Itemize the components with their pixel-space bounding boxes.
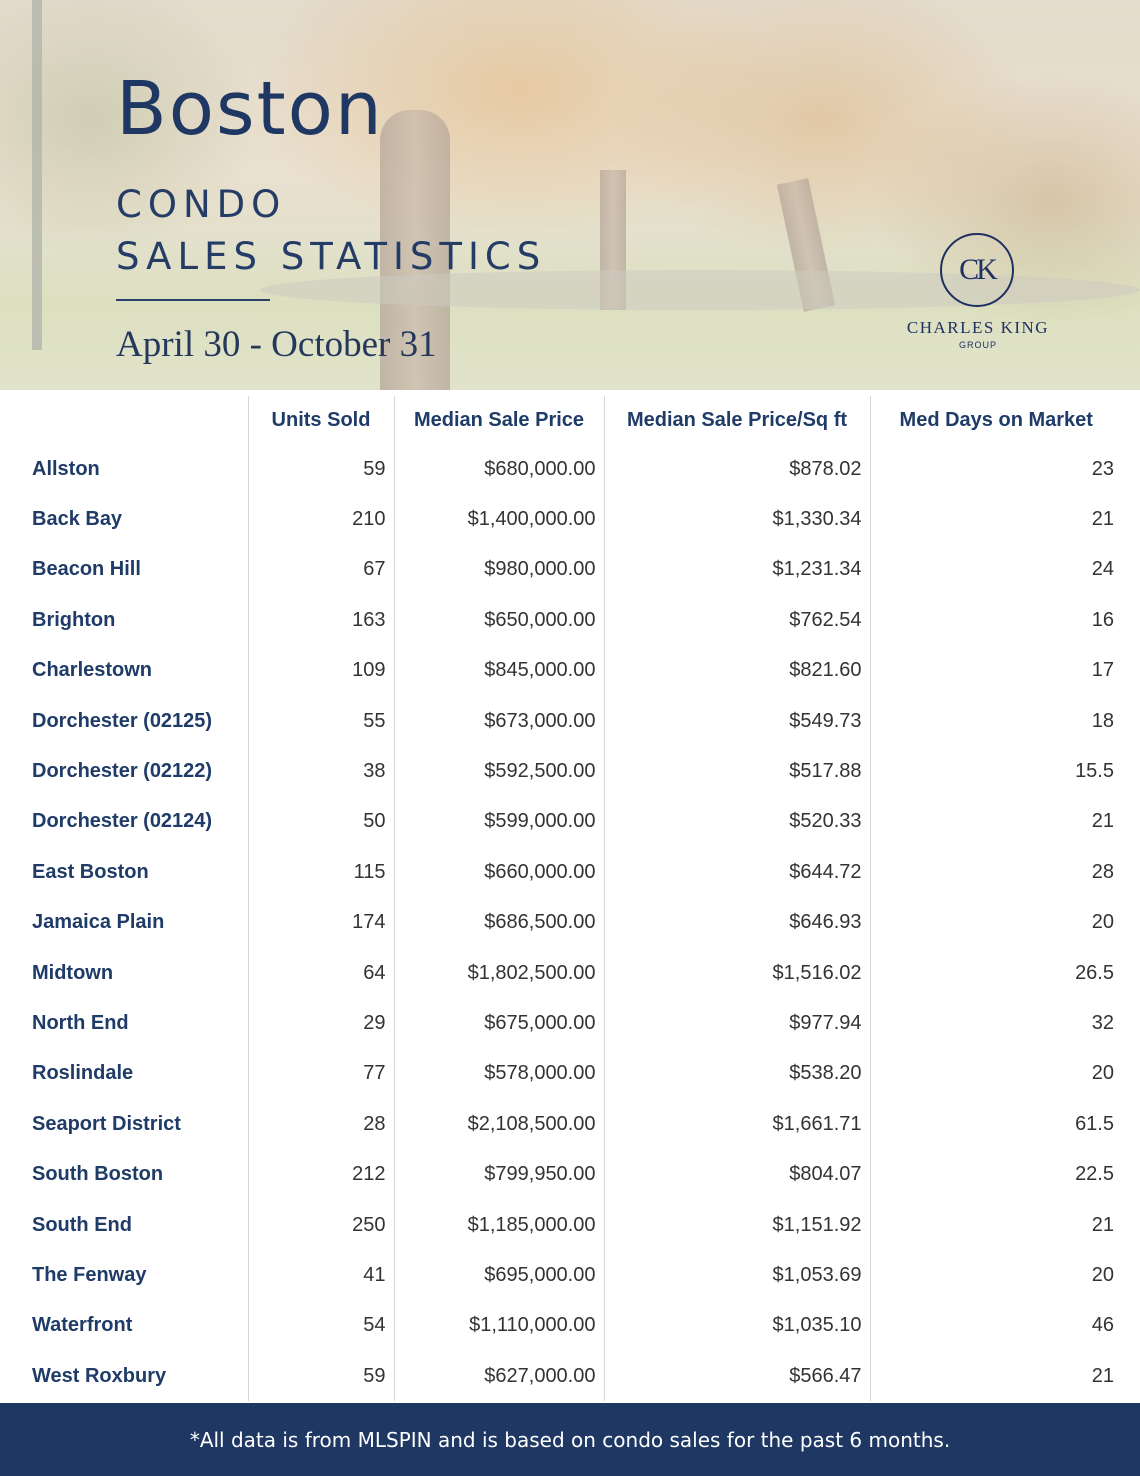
days-on-market-cell: 20 [1091, 911, 1114, 934]
median-price-cell: $627,000.00 [394, 1351, 604, 1401]
units-sold-cell: 250 [248, 1200, 394, 1250]
neighborhood-cell: Charlestown [18, 646, 248, 696]
table-row [18, 898, 1122, 948]
days-on-market-cell: 18 [1091, 709, 1114, 732]
table-row [18, 1351, 1122, 1401]
days-on-market-cell: 22.5 [1075, 1163, 1114, 1186]
days-on-market-cell: 21 [1091, 1364, 1114, 1387]
units-sold-cell: 109 [248, 646, 394, 696]
price-per-sqft-cell: $520.33 [604, 797, 870, 847]
units-sold-cell: 41 [248, 1250, 394, 1300]
days-on-market-cell: 21 [1091, 508, 1114, 531]
units-sold-cell: 77 [248, 1049, 394, 1099]
units-sold-cell: 64 [248, 948, 394, 998]
days-on-market-cell: 15.5 [1075, 760, 1114, 783]
neighborhood-cell: South Boston [18, 1149, 248, 1199]
subtitle-line-1: CONDO [116, 183, 287, 226]
median-price-cell: $1,400,000.00 [394, 494, 604, 544]
data-source-note: *All data is from MLSPIN and is based on condo sales for the past 6 months. [189, 1427, 951, 1452]
units-sold-cell: 55 [248, 696, 394, 746]
logo-name: CHARLES KING [906, 318, 1050, 337]
title-divider [116, 299, 270, 301]
price-per-sqft-cell: $1,151.92 [604, 1200, 870, 1250]
units-sold-cell: 54 [248, 1301, 394, 1351]
median-price-cell: $1,185,000.00 [394, 1200, 604, 1250]
days-on-market-cell: 20 [1091, 1263, 1114, 1286]
median-price-cell: $1,110,000.00 [394, 1301, 604, 1351]
table-row [18, 998, 1122, 1048]
units-sold-cell: 29 [248, 998, 394, 1048]
median-price-cell: $650,000.00 [394, 595, 604, 645]
price-per-sqft-cell: $538.20 [604, 1049, 870, 1099]
neighborhood-cell: Dorchester (02125) [18, 696, 248, 746]
median-price-cell: $1,802,500.00 [394, 948, 604, 998]
days-on-market-cell: 17 [1091, 659, 1114, 682]
neighborhood-cell: South End [18, 1200, 248, 1250]
neighborhood-cell: Jamaica Plain [18, 898, 248, 948]
median-price-cell: $599,000.00 [394, 797, 604, 847]
hero-banner [0, 0, 1140, 390]
column-header-median-sale-price: Median Sale Price [394, 396, 604, 444]
price-per-sqft-cell: $804.07 [604, 1149, 870, 1199]
days-on-market-cell: 21 [1091, 1213, 1114, 1236]
days-on-market-cell: 28 [1091, 860, 1114, 883]
neighborhood-cell: The Fenway [18, 1250, 248, 1300]
table-row [18, 444, 1122, 494]
days-on-market-cell: 46 [1091, 1314, 1114, 1337]
table-row [18, 1049, 1122, 1099]
days-on-market-cell: 20 [1091, 1062, 1114, 1085]
days-on-market-cell: 26.5 [1075, 961, 1114, 984]
footer-bar [0, 1403, 1140, 1476]
price-per-sqft-cell: $1,231.34 [604, 545, 870, 595]
units-sold-cell: 174 [248, 898, 394, 948]
price-per-sqft-cell: $549.73 [604, 696, 870, 746]
median-price-cell: $695,000.00 [394, 1250, 604, 1300]
days-on-market-cell: 61.5 [1075, 1112, 1114, 1135]
date-range: April 30 - October 31 [116, 324, 437, 365]
column-header-median-price-sqft: Median Sale Price/Sq ft [604, 396, 870, 444]
neighborhood-cell: East Boston [18, 847, 248, 897]
median-price-cell: $845,000.00 [394, 646, 604, 696]
column-header-neighborhood [18, 396, 248, 444]
price-per-sqft-cell: $517.88 [604, 746, 870, 796]
price-per-sqft-cell: $1,053.69 [604, 1250, 870, 1300]
table-row [18, 595, 1122, 645]
neighborhood-cell: Allston [18, 444, 248, 494]
table-row [18, 1250, 1122, 1300]
table-row [18, 797, 1122, 847]
units-sold-cell: 38 [248, 746, 394, 796]
units-sold-cell: 50 [248, 797, 394, 847]
price-per-sqft-cell: $1,661.71 [604, 1099, 870, 1149]
median-price-cell: $2,108,500.00 [394, 1099, 604, 1149]
column-header-median-days: Med Days on Market [899, 408, 1093, 431]
median-price-cell: $578,000.00 [394, 1049, 604, 1099]
neighborhood-cell: North End [18, 998, 248, 1048]
table-row [18, 494, 1122, 544]
table-row [18, 545, 1122, 595]
price-per-sqft-cell: $821.60 [604, 646, 870, 696]
neighborhood-cell: Waterfront [18, 1301, 248, 1351]
page-title: Boston [116, 66, 384, 152]
units-sold-cell: 115 [248, 847, 394, 897]
median-price-cell: $673,000.00 [394, 696, 604, 746]
price-per-sqft-cell: $762.54 [604, 595, 870, 645]
units-sold-cell: 28 [248, 1099, 394, 1149]
table-row [18, 1099, 1122, 1149]
median-price-cell: $680,000.00 [394, 444, 604, 494]
neighborhood-cell: Seaport District [18, 1099, 248, 1149]
median-price-cell: $686,500.00 [394, 898, 604, 948]
median-price-cell: $980,000.00 [394, 545, 604, 595]
median-price-cell: $799,950.00 [394, 1149, 604, 1199]
table-row [18, 1301, 1122, 1351]
logo-monogram: CK [959, 253, 995, 286]
table-header-row [18, 396, 1122, 444]
price-per-sqft-cell: $644.72 [604, 847, 870, 897]
table-row [18, 696, 1122, 746]
price-per-sqft-cell: $977.94 [604, 998, 870, 1048]
days-on-market-cell: 24 [1091, 558, 1114, 581]
median-price-cell: $675,000.00 [394, 998, 604, 1048]
units-sold-cell: 59 [248, 1351, 394, 1401]
days-on-market-cell: 32 [1091, 1011, 1114, 1034]
price-per-sqft-cell: $566.47 [604, 1351, 870, 1401]
column-header-units-sold: Units Sold [248, 396, 394, 444]
table-row [18, 1149, 1122, 1199]
table-row [18, 646, 1122, 696]
units-sold-cell: 163 [248, 595, 394, 645]
condo-stats-table [18, 396, 1122, 1401]
logo-tagline: GROUP [958, 340, 997, 350]
subtitle-line-2: SALES STATISTICS [116, 235, 547, 278]
table-row [18, 746, 1122, 796]
price-per-sqft-cell: $1,035.10 [604, 1301, 870, 1351]
neighborhood-cell: Midtown [18, 948, 248, 998]
ck-logo-icon [940, 233, 1014, 307]
price-per-sqft-cell: $1,516.02 [604, 948, 870, 998]
table-row [18, 948, 1122, 998]
price-per-sqft-cell: $1,330.34 [604, 494, 870, 544]
neighborhood-cell: Beacon Hill [18, 545, 248, 595]
units-sold-cell: 212 [248, 1149, 394, 1199]
days-on-market-cell: 16 [1091, 608, 1114, 631]
neighborhood-cell: Dorchester (02122) [18, 746, 248, 796]
neighborhood-cell: Brighton [18, 595, 248, 645]
median-price-cell: $660,000.00 [394, 847, 604, 897]
table-row [18, 847, 1122, 897]
price-per-sqft-cell: $646.93 [604, 898, 870, 948]
table-row [18, 1200, 1122, 1250]
median-price-cell: $592,500.00 [394, 746, 604, 796]
price-per-sqft-cell: $878.02 [604, 444, 870, 494]
neighborhood-cell: West Roxbury [18, 1351, 248, 1401]
days-on-market-cell: 23 [1091, 457, 1114, 480]
units-sold-cell: 67 [248, 545, 394, 595]
neighborhood-cell: Back Bay [18, 494, 248, 544]
units-sold-cell: 59 [248, 444, 394, 494]
units-sold-cell: 210 [248, 494, 394, 544]
neighborhood-cell: Dorchester (02124) [18, 797, 248, 847]
days-on-market-cell: 21 [1091, 810, 1114, 833]
neighborhood-cell: Roslindale [18, 1049, 248, 1099]
